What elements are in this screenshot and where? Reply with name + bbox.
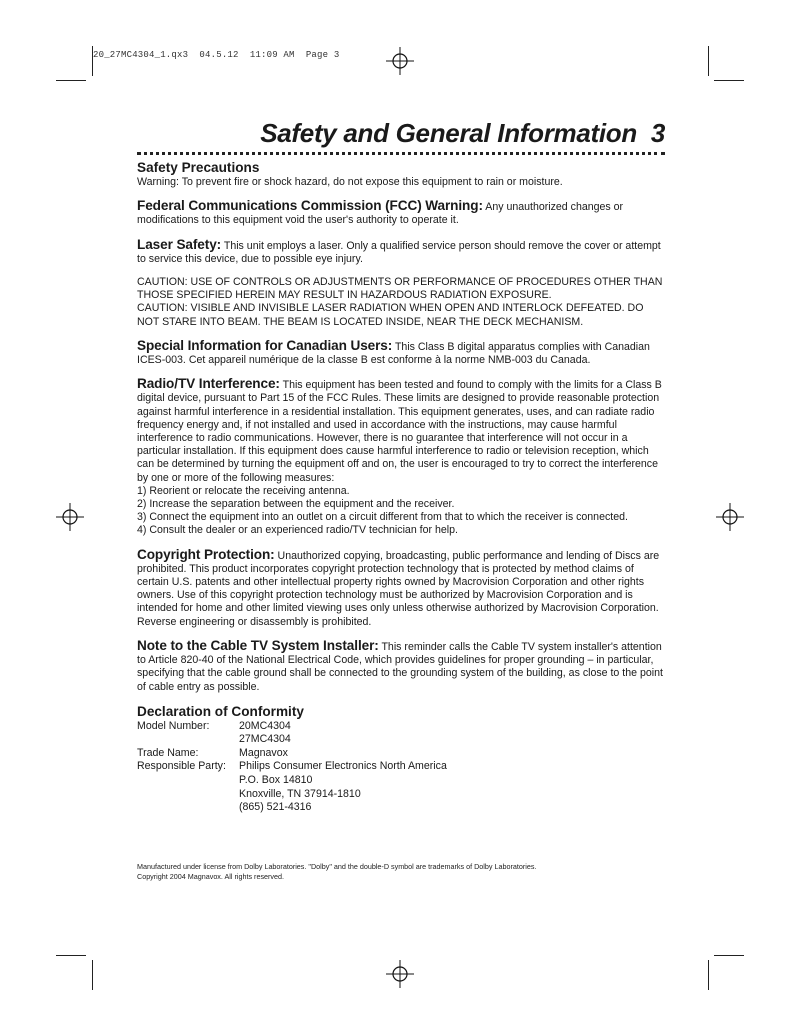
title-dotted-rule (137, 152, 665, 155)
declaration-value: Philips Consumer Electronics North America (239, 760, 447, 773)
crop-mark (708, 46, 709, 76)
declaration-value: Magnavox (239, 746, 288, 759)
registration-mark-icon (386, 47, 414, 75)
section-body: Unauthorized copying, broadcasting, public performance and lending of Discs are prohibited. This product incorporates copyright protection technology that is protected by method claims of certain U.S. patents and other intellectual property rights owned by Macrovision Corporation and other rights owners. Use of this copyright protection technology must be authorized by Macrovision Corporation and is intended for home and other limited viewing uses only unless otherwise authorized by Macrovision Corporation. Reverse engineering or disassembly is prohibited. (137, 549, 660, 628)
footer-line: Manufactured under license from Dolby Laboratories. "Dolby" and the double-D symbol are trademarks of Dolby Laboratories. (137, 862, 537, 871)
section-cable-tv-installer (137, 639, 665, 694)
section-body: Any unauthorized changes or modifications to this equipment void the user's authority to operate it. (137, 201, 624, 227)
section-heading: Radio/TV Interference: (137, 376, 280, 392)
page-title (260, 118, 665, 149)
page-title-text: Safety and General Information (260, 118, 637, 148)
declaration-value: 27MC4304 (239, 733, 291, 746)
list-item: 3) Connect the equipment into an outlet on a circuit different from that to which the receiver is connected. (137, 511, 628, 524)
footer-line: Copyright 2004 Magnavox. All rights reserved. (137, 872, 285, 881)
list-item: 4) Consult the dealer or an experienced radio/TV technician for help. (137, 524, 458, 537)
section-heading: Note to the Cable TV System Installer: (137, 637, 379, 653)
section-copyright-protection (137, 548, 665, 629)
section-body: This Class B digital apparatus complies with Canadian ICES-003. Cet appareil numérique de la classe B est conforme à la norme NMB-003 du Canada. (137, 340, 650, 367)
crop-mark (56, 80, 86, 81)
crop-mark (714, 80, 744, 81)
section-body: This equipment has been tested and found to comply with the limits for a Class B digital device, pursuant to Part 15 of the FCC Rules. These limits are designed to provide reasonable protection against harmful interference in a residential installation. This equipment generates, uses, and can radiate radio frequency energy and, if not installed and used in accordance with the instructions, may cause harmful interference to radio communications. However, there is no guarantee that interference will not occur in a particular installation. If this equipment does cause harmful interference to radio or television reception, which can be determined by turning the equipment off and on, the user is encouraged to try to correct the interference by one or more of the following measures: (137, 379, 662, 484)
footer-notice (137, 862, 665, 882)
crop-mark (92, 960, 93, 990)
section-heading: Declaration of Conformity (137, 703, 304, 719)
section-body: This reminder calls the Cable TV system installer's attention to Article 820-40 of the National Electrical Code, which provides guidelines for proper grounding – in particular, specifying that the cable ground shall be connected to the grounding system of the building, as close to the point of cable entry as possible. (137, 640, 663, 693)
crop-mark (56, 955, 86, 956)
declaration-label-empty (137, 774, 239, 788)
declaration-label: Responsible Party: (137, 760, 226, 773)
section-heading: Copyright Protection: (137, 546, 275, 562)
section-heading: Safety Precautions (137, 160, 260, 175)
declaration-label: Trade Name: (137, 746, 199, 759)
declaration-label-empty (137, 733, 239, 747)
measures-list (137, 485, 665, 538)
section-body: Warning: To prevent fire or shock hazard, do not expose this equipment to rain or moisture. (137, 176, 563, 188)
section-fcc-warning (137, 199, 665, 227)
crop-mark (92, 46, 93, 76)
section-heading: Special Information for Canadian Users: (137, 337, 393, 353)
declaration-value: P.O. Box 14810 (239, 774, 313, 787)
caution-line: CAUTION: VISIBLE AND INVISIBLE LASER RADIATION WHEN OPEN AND INTERLOCK DEFEATED. DO NOT STARE INTO BEAM. THE BEAM IS LOCATED INSIDE, NEAR THE DECK MECHANISM. (137, 302, 644, 328)
registration-mark-icon (56, 503, 84, 531)
registration-mark-icon (386, 960, 414, 988)
section-body: This unit employs a laser. Only a qualified service person should remove the cover or attempt to service this device, due to possible eye injury. (137, 239, 661, 265)
printer-slug: 20_27MC4304_1.qx3 04.5.12 11:09 AM Page 3 (93, 50, 340, 60)
crop-mark (714, 955, 744, 956)
declaration-label-empty (137, 788, 239, 802)
caution-line: CAUTION: USE OF CONTROLS OR ADJUSTMENTS OR PERFORMANCE OF PROCEDURES OTHER THAN THOSE SPECIFIED HEREIN MAY RESULT IN HAZARDOUS RADIATION EXPOSURE. (137, 276, 663, 302)
declaration-value: 20MC4304 (239, 719, 291, 732)
section-declaration-of-conformity (137, 704, 665, 815)
list-item: 2) Increase the separation between the equipment and the receiver. (137, 498, 455, 511)
declaration-label: Model Number: (137, 719, 210, 732)
section-safety-precautions (137, 160, 665, 189)
section-heading: Laser Safety: (137, 236, 222, 252)
crop-mark (708, 960, 709, 990)
page-number: 3 (650, 118, 665, 148)
section-caution (137, 276, 665, 329)
list-item: 1) Reorient or relocate the receiving antenna. (137, 484, 350, 497)
declaration-value: (865) 521-4316 (239, 801, 312, 814)
section-canadian-users (137, 339, 665, 367)
section-heading: Federal Communications Commission (FCC) Warning: (137, 198, 483, 214)
section-radio-tv-interference (137, 377, 665, 537)
declaration-label-empty (137, 801, 239, 815)
declaration-table (137, 720, 665, 815)
declaration-value: Knoxville, TN 37914-1810 (239, 787, 361, 800)
registration-mark-icon (716, 503, 744, 531)
main-content (137, 160, 665, 825)
section-laser-safety (137, 238, 665, 266)
